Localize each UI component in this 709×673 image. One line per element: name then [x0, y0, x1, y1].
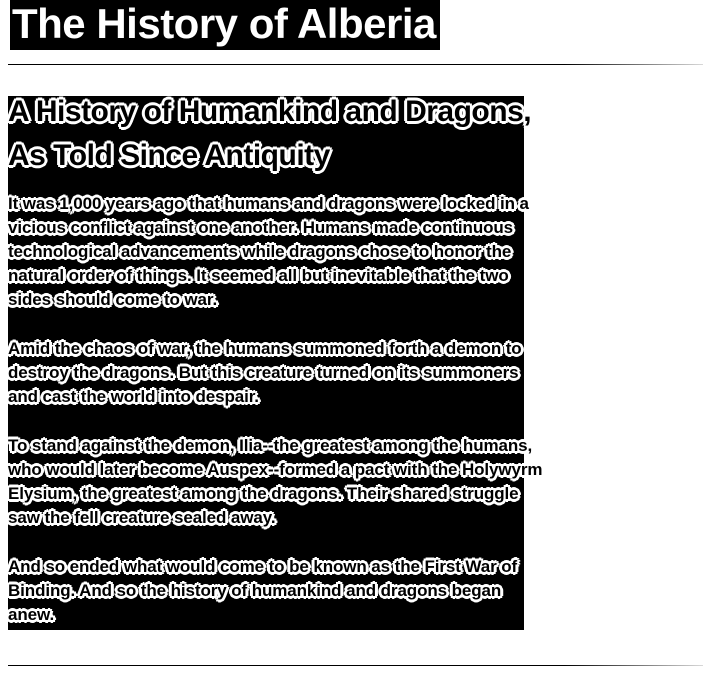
section-subtitle: A History of Humankind and Dragons, As Told Since Antiquity	[8, 95, 532, 172]
bottom-divider	[8, 665, 703, 666]
title-divider	[8, 64, 703, 65]
paragraph-war-of-binding: And so ended what would come to be known as the First War of Binding. And so the history of humankind and dragons began anew.	[8, 557, 518, 624]
paragraph-pact: To stand against the demon, Ilia--the greatest among the humans, who would later become Auspex--formed a pact with the Holywyrm Elysium, the greatest among the dragons. Their shared struggle saw the fell creature sealed away.	[8, 436, 543, 527]
paragraph-first-war: It was 1,000 years ago that humans and dragons were locked in a vicious conflict against one another. Humans made continuous technological advancements while dragons chose to honor the natural order of things. It seemed all but inevitable that the two sides should come to war.	[8, 194, 529, 309]
paragraph-demon-summoning: Amid the chaos of war, the humans summoned forth a demon to destroy the dragons. But this creature turned on its summoners and cast the world into despair.	[8, 339, 522, 406]
history-body	[8, 192, 548, 652]
page-title: The History of Alberia	[10, 0, 440, 50]
